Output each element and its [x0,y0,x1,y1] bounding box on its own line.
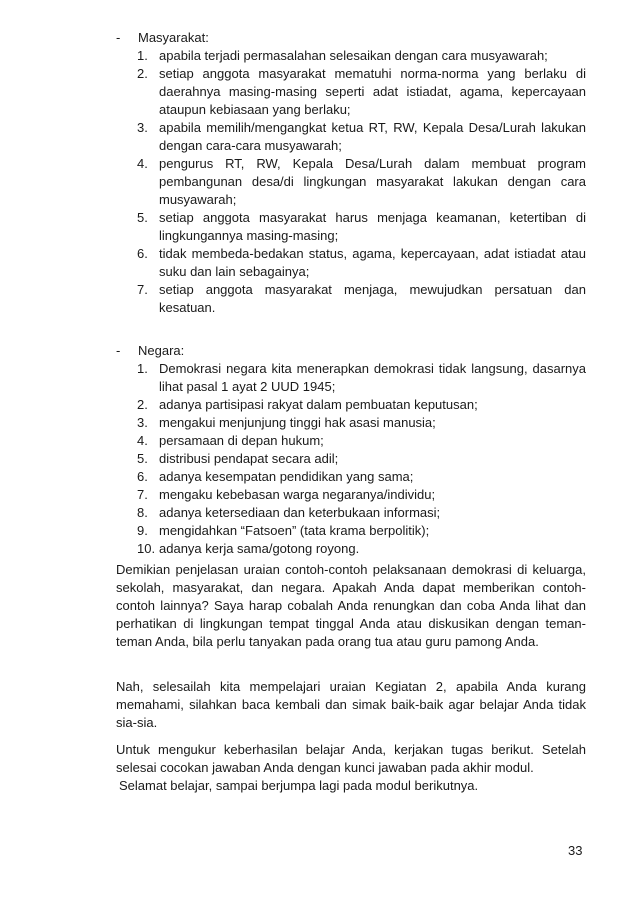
list-item [116,209,586,245]
item-text: setiap anggota masyarakat harus menjaga keamanan, ketertiban di lingkungannya masing-masing; [159,210,586,243]
item-number: 4. [137,156,148,171]
page-number: 33 [568,843,583,858]
section-heading [116,29,586,47]
item-number: 7. [137,487,148,502]
dash-bullet: - [116,343,121,358]
paragraph-summary: Demikian penjelasan uraian contoh-contoh pelaksanaan demokrasi di keluarga, sekolah, masyarakat, dan negara. Apakah Anda dapat memberikan contoh-contoh lainnya? Saya harap cobalah Anda renungkan dan coba Anda lihat dan perhatikan di lingkungan tempat tinggal Anda atau diskusikan dengan teman-teman Anda, bila perlu tanyakan pada orang tua atau guru pamong Anda. [116,562,586,649]
list-item [116,119,586,155]
item-text: pengurus RT, RW, Kepala Desa/Lurah dalam membuat program pembangunan desa/di lingkungan masyarakat lakukan dengan cara musyawarah; [159,156,586,207]
list-item [116,504,586,522]
section-negara [116,342,586,558]
list-item [116,486,586,504]
list-item [116,396,586,414]
masyarakat-list [116,47,586,317]
list-item [116,47,586,65]
section-title: Negara: [138,343,185,358]
list-item [116,468,586,486]
list-item [116,540,586,558]
list-item [116,414,586,432]
item-text: setiap anggota masyarakat menjaga, mewujudkan persatuan dan kesatuan. [159,282,586,315]
list-item [116,65,586,119]
item-number: 8. [137,505,148,520]
item-text: setiap anggota masyarakat mematuhi norma-norma yang berlaku di daerahnya masing-masing seperti adat istiadat, agama, kepercayaan ataupun kebiasaan yang berlaku; [159,66,586,117]
item-text: distribusi pendapat secara adil; [159,451,339,466]
item-text: mengakui menjunjung tinggi hak asasi manusia; [159,415,436,430]
item-number: 4. [137,433,148,448]
item-text: adanya ketersediaan dan keterbukaan informasi; [159,505,441,520]
list-item [116,432,586,450]
list-item [116,245,586,281]
item-text: mengaku kebebasan warga negaranya/individu; [159,487,436,502]
list-item [116,360,586,396]
item-number: 10. [137,541,156,556]
paragraph-assignment: Untuk mengukur keberhasilan belajar Anda, kerjakan tugas berikut. Setelah selesai cocokan jawaban Anda dengan kunci jawaban pada akhir modul. [116,742,586,775]
item-number: 1. [137,361,148,376]
item-text: apabila memilih/mengangkat ketua RT, RW, Kepala Desa/Lurah lakukan dengan cara-cara musyawarah; [159,120,586,153]
item-number: 9. [137,523,148,538]
list-item [116,450,586,468]
item-text: adanya kerja sama/gotong royong. [159,541,360,556]
item-number: 6. [137,246,148,261]
negara-list [116,360,586,558]
list-item [116,155,586,209]
item-text: Demokrasi negara kita menerapkan demokrasi tidak langsung, dasarnya lihat pasal 1 ayat 2 UUD 1945; [159,361,586,394]
list-item [116,281,586,317]
closing-line: Selamat belajar, sampai berjumpa lagi pada modul berikutnya. [119,778,479,793]
item-number: 7. [137,282,148,297]
item-text: tidak membeda-bedakan status, agama, kepercayaan, adat istiadat atau suku dan lain sebagainya; [159,246,586,279]
item-text: mengidahkan “Fatsoen” (tata krama berpolitik); [159,523,430,538]
paragraph-next-step: Nah, selesailah kita mempelajari uraian Kegiatan 2, apabila Anda kurang memahami, silahkan baca kembali dan simak baik-baik agar belajar Anda tidak sia-sia. [116,679,586,730]
dash-bullet: - [116,30,121,45]
list-item [116,522,586,540]
item-number: 5. [137,210,148,225]
item-number: 3. [137,120,148,135]
item-number: 6. [137,469,148,484]
section-masyarakat [116,29,586,317]
item-number: 3. [137,415,148,430]
item-text: persamaan di depan hukum; [159,433,324,448]
item-text: apabila terjadi permasalahan selesaikan dengan cara musyawarah; [159,48,548,63]
item-text: adanya partisipasi rakyat dalam pembuatan keputusan; [159,397,478,412]
section-title: Masyarakat: [138,30,209,45]
item-number: 5. [137,451,148,466]
item-number: 2. [137,66,148,81]
item-number: 1. [137,48,148,63]
section-heading [116,342,586,360]
item-text: adanya kesempatan pendidikan yang sama; [159,469,414,484]
item-number: 2. [137,397,148,412]
